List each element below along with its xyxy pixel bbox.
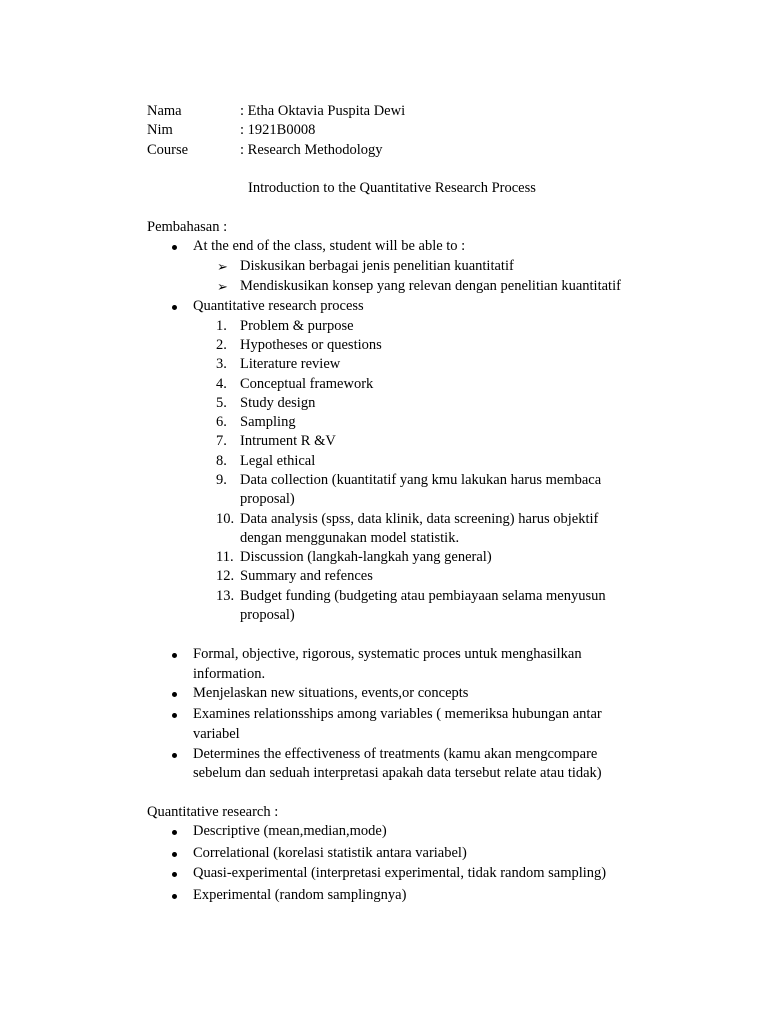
nim-value: : 1921B0008 — [240, 122, 316, 138]
step-text: Study design — [240, 395, 316, 411]
step-text: Summary and refences — [240, 568, 373, 584]
pembahasan-label: Pembahasan : — [147, 219, 228, 235]
bullet-icon — [172, 713, 177, 718]
step-text: Data analysis (spss, data klinik, data screening) harus objektif — [240, 511, 599, 527]
step-number: 4. — [216, 376, 227, 392]
bullet2-text: Quantitative research process — [193, 298, 364, 314]
step-text-continued: dengan menggunakan model statistik. — [240, 530, 460, 546]
bullet-icon — [172, 872, 177, 877]
bullet-icon — [172, 305, 177, 310]
qr-item: Correlational (korelasi statistik antara variabel) — [193, 845, 467, 861]
qr-item: Descriptive (mean,median,mode) — [193, 823, 387, 839]
bullet-icon — [172, 830, 177, 835]
step-text-continued: proposal) — [240, 491, 295, 507]
step-text: Budget funding (budgeting atau pembiayaan selama menyusun — [240, 588, 606, 604]
step-number: 7. — [216, 433, 227, 449]
nama-value: : Etha Oktavia Puspita Dewi — [240, 103, 406, 119]
step-number: 10. — [216, 511, 235, 527]
objective-item: Diskusikan berbagai jenis penelitian kuantitatif — [240, 258, 514, 274]
step-number: 8. — [216, 453, 227, 469]
bullet-text-continued: information. — [193, 666, 266, 682]
nama-label: Nama — [147, 103, 182, 119]
step-text: Conceptual framework — [240, 376, 374, 392]
bullet-icon — [172, 653, 177, 658]
bullet-icon — [172, 692, 177, 697]
course-value: : Research Methodology — [240, 142, 383, 158]
bullet-text: Examines relationsships among variables ( memeriksa hubungan antar — [193, 706, 602, 722]
bullet-icon — [172, 245, 177, 250]
nim-label: Nim — [147, 122, 173, 138]
bullet-text-continued: sebelum dan seduah interpretasi apakah data tersebut relate atau tidak) — [193, 765, 602, 781]
step-text: Legal ethical — [240, 453, 316, 469]
bullet1-text: At the end of the class, student will be able to : — [193, 238, 466, 254]
step-number: 13. — [216, 588, 235, 604]
bullet-icon — [172, 852, 177, 857]
bullet-text: Formal, objective, rigorous, systematic proces untuk menghasilkan — [193, 646, 582, 662]
objective-item: Mendiskusikan konsep yang relevan dengan penelitian kuantitatif — [240, 278, 621, 294]
step-number: 1. — [216, 318, 227, 334]
step-text: Literature review — [240, 356, 341, 372]
arrowhead-bullet-icon: ➢ — [217, 279, 228, 294]
step-text: Sampling — [240, 414, 296, 430]
step-text: Discussion (langkah-langkah yang general) — [240, 549, 492, 565]
step-number: 3. — [216, 356, 227, 372]
bullet-icon — [172, 894, 177, 899]
bullet-text: Menjelaskan new situations, events,or concepts — [193, 685, 469, 701]
step-text: Intrument R &V — [240, 433, 336, 449]
bullet-text: Determines the effectiveness of treatments (kamu akan mengcompare — [193, 746, 598, 762]
step-number: 11. — [216, 549, 234, 565]
step-number: 5. — [216, 395, 227, 411]
step-text: Problem & purpose — [240, 318, 354, 334]
arrowhead-bullet-icon: ➢ — [217, 259, 228, 274]
qr-item: Quasi-experimental (interpretasi experimental, tidak random sampling) — [193, 865, 607, 881]
course-label: Course — [147, 142, 189, 158]
step-text: Hypotheses or questions — [240, 337, 382, 353]
step-number: 12. — [216, 568, 235, 584]
document-title: Introduction to the Quantitative Research Process — [248, 180, 536, 196]
step-text: Data collection (kuantitatif yang kmu lakukan harus membaca — [240, 472, 602, 488]
qr-label: Quantitative research : — [147, 804, 279, 820]
step-text-continued: proposal) — [240, 607, 295, 623]
step-number: 6. — [216, 414, 227, 430]
qr-item: Experimental (random samplingnya) — [193, 887, 407, 903]
step-number: 9. — [216, 472, 227, 488]
bullet-icon — [172, 753, 177, 758]
step-number: 2. — [216, 337, 227, 353]
bullet-text-continued: variabel — [193, 726, 240, 742]
